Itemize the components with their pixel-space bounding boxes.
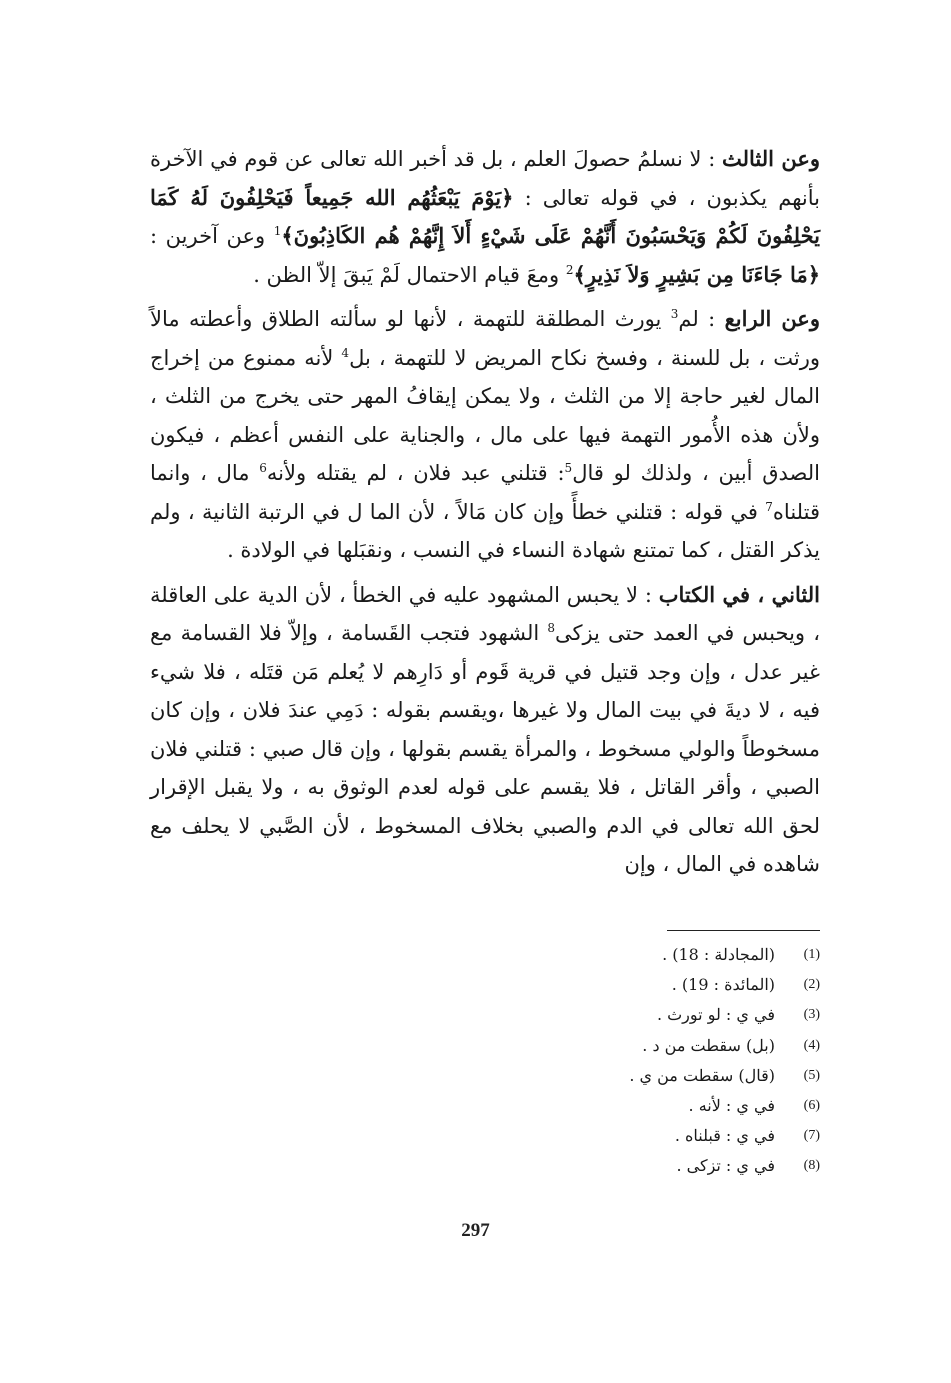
quran-quote: ﴿يَوْمَ يَبْعَثُهُم الله جَمِيعاً فَيَحْلِفُونَ لَهُ كَمَا يَحْلِفُونَ لَكُمْ وَيَحْسَبُونَ أَنَّهُمْ عَلَى شَيْءٍ أَلاَ إِنَّهُمْ هُم الكَاذِبُونَ﴾ [150, 184, 820, 248]
footnote-number: (5) [803, 1067, 820, 1083]
footnote-ref: 1 [273, 224, 282, 238]
footnote-number: (8) [803, 1158, 820, 1174]
footnote-text: (قال) سقطت من ي . [629, 1065, 775, 1085]
footnote [420, 1061, 820, 1091]
body-text [150, 140, 820, 884]
footnote-number: (6) [803, 1098, 820, 1114]
footnote-ref: 3 [670, 307, 679, 321]
page-number: 297 [461, 1220, 490, 1241]
footnote-number: (2) [803, 977, 820, 993]
footnote-text: في ي : لو تورث . [656, 1005, 775, 1025]
text-run: يورث المطلقة للتهمة ، لأنها لو سألته الطلاق وأعطته مالاً ورثت ، بل للسنة ، وفسخ نكاح المريض لا للتهمة ، بل [150, 307, 821, 370]
paragraph [150, 576, 820, 884]
footnote [420, 940, 820, 970]
footnote [420, 1151, 820, 1181]
footnote-ref: 6 [259, 461, 267, 475]
footnote-ref: 2 [565, 262, 574, 277]
text-run: في قوله : قتلني خطأً وإن كان مَالاً ، لأن الما ل في الرتبة الثانية ، ولم يذكر القتل ، كما تمتنع شهادة النساء في النسب ، ونقبَلها في الولادة . [150, 499, 820, 562]
footnote [420, 1000, 820, 1030]
main-text [150, 140, 820, 890]
footnote-number: (4) [803, 1037, 820, 1053]
text-run: : قتلني عبد فلان ، لم يقتله ولأنه [266, 461, 565, 485]
paragraph-lead: الثاني ، في الكتاب [658, 581, 820, 607]
footnote [420, 1031, 820, 1061]
footnote [420, 1091, 820, 1121]
footnote-ref: 5 [564, 461, 573, 475]
footnotes [420, 940, 820, 1182]
footnote [420, 1121, 820, 1151]
text-run: الشهود فتجب القَسامة ، وإلاّ فلا القسامة مع غير عدل ، وإن وجد قتيل في قرية قَوم أو دَارِهم لا يُعلم مَن قتَله ، فلا شيء فيه ، لا ديةَ في بيت المال ولا غيرها ،ويقسم بقوله : دَمِي عندَ فلان ، وإن كان مسخوطاً والولي مسخوط ، والمرأة يقسم بقولها ، وإن قال صبي : قتلني فلان الصبي ، وأقر القاتل ، فلا يقسم على قوله لعدم الوثوق به ، ولا يقبل الإقرار لحق الله تعالى في الدم والصبي بخلاف المسخوط ، لأن الصَّبي لا يحلف مع شاهده في المال ، وإن [150, 621, 820, 876]
paragraph-lead: وعن الثالث [722, 146, 820, 171]
footnote-text: (المجادلة : 18) . [662, 945, 775, 964]
footnote-text: في ي : لأنه . [688, 1096, 775, 1116]
footnote-number: (1) [803, 947, 820, 962]
paragraph-lead: وعن الرابع [724, 306, 820, 331]
footnote-text: في ي : قبلناه . [674, 1126, 775, 1146]
footnote-number: (7) [803, 1128, 820, 1144]
footnote-ref: 8 [547, 621, 555, 635]
footnote-ref: 7 [765, 499, 773, 514]
footnote-divider [667, 930, 820, 931]
paragraph [150, 140, 820, 294]
text-run: : لا نسلمُ حصولَ العلم ، بل قد أخبر الله تعالى عن قوم في الآخرة بأنهم يكذبون ، في قوله تعالى : [150, 147, 820, 210]
text-run: وعن آخرين : [150, 224, 274, 248]
footnote-text: (المائدة : 19) . [671, 975, 775, 995]
text-run: لأنه ممنوع من إخراج المال لغير حاجة إلا من الثلث ، ولا يمكن إيقافُ المهر حتى يخرج من الثلث ، ولأن هذه الأُمور التهمة فيها على مال ، والجناية على النفس أعظم ، فيكون الصدق أبين ، ولذلك لو قال [150, 345, 821, 485]
text-run: : لم [678, 307, 725, 331]
paragraph [150, 300, 820, 570]
text-run: : لا يحبس المشهود عليه في الخطأ ، لأن الدية على العاقلة ، ويحبس في العمد حتى يزكى [150, 582, 820, 645]
text-run: مال ، وانما قتلناه [150, 461, 820, 524]
text-run: ومعَ قيام الاحتمال لَمْ يَبقَ إلاّ الظن . [253, 262, 566, 287]
footnote-text: (بل) سقطت من د . [642, 1035, 775, 1055]
quran-quote: ﴿مَا جَاءَنَا مِن بَشِيرٍ وَلاَ نَذِيرٍ﴾ [573, 261, 820, 287]
footnote-number: (3) [803, 1007, 820, 1023]
footnote [420, 970, 820, 1000]
footnote-ref: 4 [341, 345, 350, 360]
footnote-text: في ي : تزكى . [676, 1156, 775, 1176]
